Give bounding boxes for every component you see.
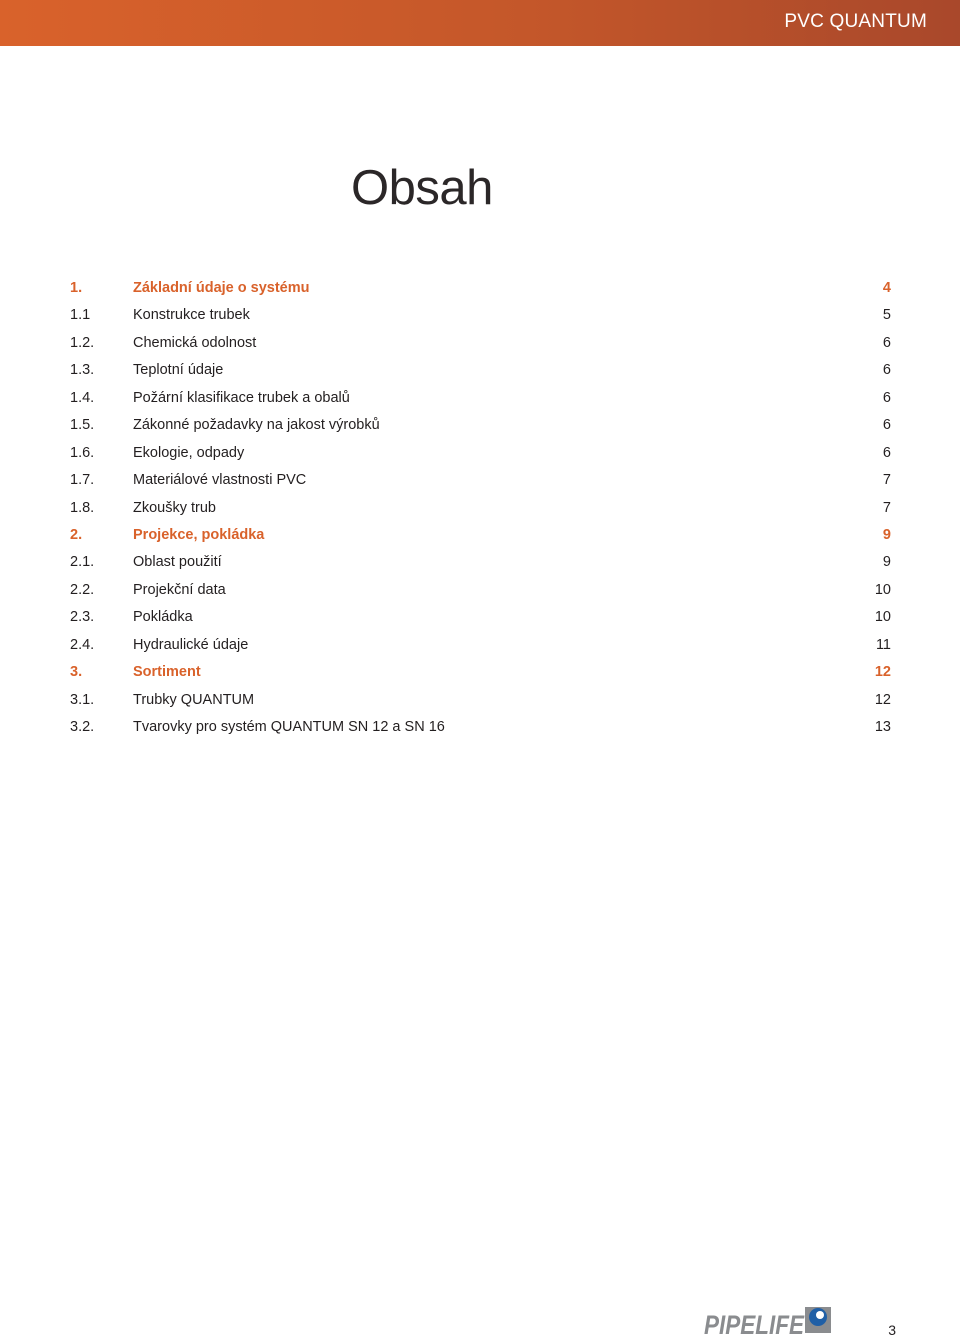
toc-row[interactable]: [70, 715, 891, 742]
toc-label: Požární klasifikace trubek a obalů: [133, 389, 350, 406]
toc-page: 6: [882, 444, 891, 461]
toc-page: 7: [882, 472, 891, 489]
toc-label: Materiálové vlastnosti PVC: [133, 472, 307, 489]
toc-row[interactable]: [70, 496, 891, 523]
toc-page: 6: [882, 334, 891, 351]
toc-number: 1.2.: [70, 334, 95, 351]
toc-number: 1.3.: [70, 362, 95, 379]
toc-number: 1.6.: [70, 444, 95, 461]
table-of-contents: [70, 276, 891, 742]
toc-row[interactable]: [70, 441, 891, 468]
toc-page: 7: [882, 499, 891, 516]
toc-label: Konstrukce trubek: [133, 307, 250, 324]
toc-number: 3.: [70, 664, 83, 681]
toc-label: Hydraulické údaje: [133, 636, 249, 653]
header-title: PVC QUANTUM: [784, 11, 927, 32]
toc-page: 5: [882, 307, 891, 324]
toc-row[interactable]: [70, 605, 891, 632]
toc-number: 2.3.: [70, 609, 95, 626]
toc-page: 12: [874, 691, 891, 708]
toc-number: 1.5.: [70, 417, 95, 434]
toc-label: Pokládka: [133, 609, 193, 626]
toc-label: Trubky QUANTUM: [133, 691, 255, 708]
toc-label: Teplotní údaje: [133, 362, 224, 379]
toc-page: 11: [875, 636, 891, 653]
toc-row[interactable]: [70, 413, 891, 440]
toc-label: Základní údaje o systému: [133, 280, 310, 296]
toc-page: 6: [882, 417, 891, 434]
pipelife-logo-icon: [805, 1307, 831, 1333]
toc-number: 3.2.: [70, 719, 95, 735]
toc-page: 6: [882, 389, 891, 406]
toc-page: 6: [882, 362, 891, 379]
toc-row[interactable]: [70, 578, 891, 605]
toc-number: 1.4.: [70, 389, 95, 406]
toc-label: Zákonné požadavky na jakost výrobků: [133, 417, 380, 434]
toc-row[interactable]: [70, 468, 891, 495]
pipelife-logo: [704, 1303, 834, 1337]
toc-label: Sortiment: [133, 664, 201, 681]
page-title: Obsah: [351, 161, 493, 215]
toc-page: 13: [874, 719, 891, 735]
toc-row[interactable]: [70, 550, 891, 577]
toc-row[interactable]: [70, 660, 891, 687]
toc-row[interactable]: [70, 276, 891, 303]
toc-page: 9: [882, 526, 891, 543]
toc-row[interactable]: [70, 523, 891, 550]
toc-page: 9: [882, 554, 891, 571]
toc-number: 2.2.: [70, 581, 95, 598]
toc-label: Projekce, pokládka: [133, 526, 265, 543]
toc-number: 2.4.: [70, 636, 95, 653]
toc-row[interactable]: [70, 331, 891, 358]
toc-number: 2.: [70, 526, 83, 543]
toc-row[interactable]: [70, 386, 891, 413]
toc-number: 1.: [70, 280, 83, 296]
toc-row[interactable]: [70, 688, 891, 715]
toc-page: 12: [874, 664, 891, 681]
toc-label: Oblast použití: [133, 554, 222, 571]
toc-number: 1.7.: [70, 472, 95, 489]
pipelife-logo-text: PIPELIFE: [704, 1310, 805, 1337]
toc-number: 1.8.: [70, 499, 95, 516]
toc-label: Projekční data: [133, 581, 226, 598]
toc-label: Tvarovky pro systém QUANTUM SN 12 a SN 16: [133, 719, 445, 735]
toc-row[interactable]: [70, 633, 891, 660]
header-band: [0, 0, 960, 46]
toc-number: 1.1: [70, 307, 91, 324]
toc-row[interactable]: [70, 303, 891, 330]
toc-page: 10: [874, 581, 891, 598]
toc-label: Chemická odolnost: [133, 334, 257, 351]
toc-label: Zkoušky trub: [133, 499, 216, 516]
toc-row[interactable]: [70, 358, 891, 385]
toc-label: Ekologie, odpady: [133, 444, 245, 461]
toc-page: 10: [874, 609, 891, 626]
toc-number: 3.1.: [70, 691, 95, 708]
toc-page: 4: [882, 280, 891, 296]
toc-number: 2.1.: [70, 554, 95, 571]
page-number: 3: [888, 1322, 896, 1338]
